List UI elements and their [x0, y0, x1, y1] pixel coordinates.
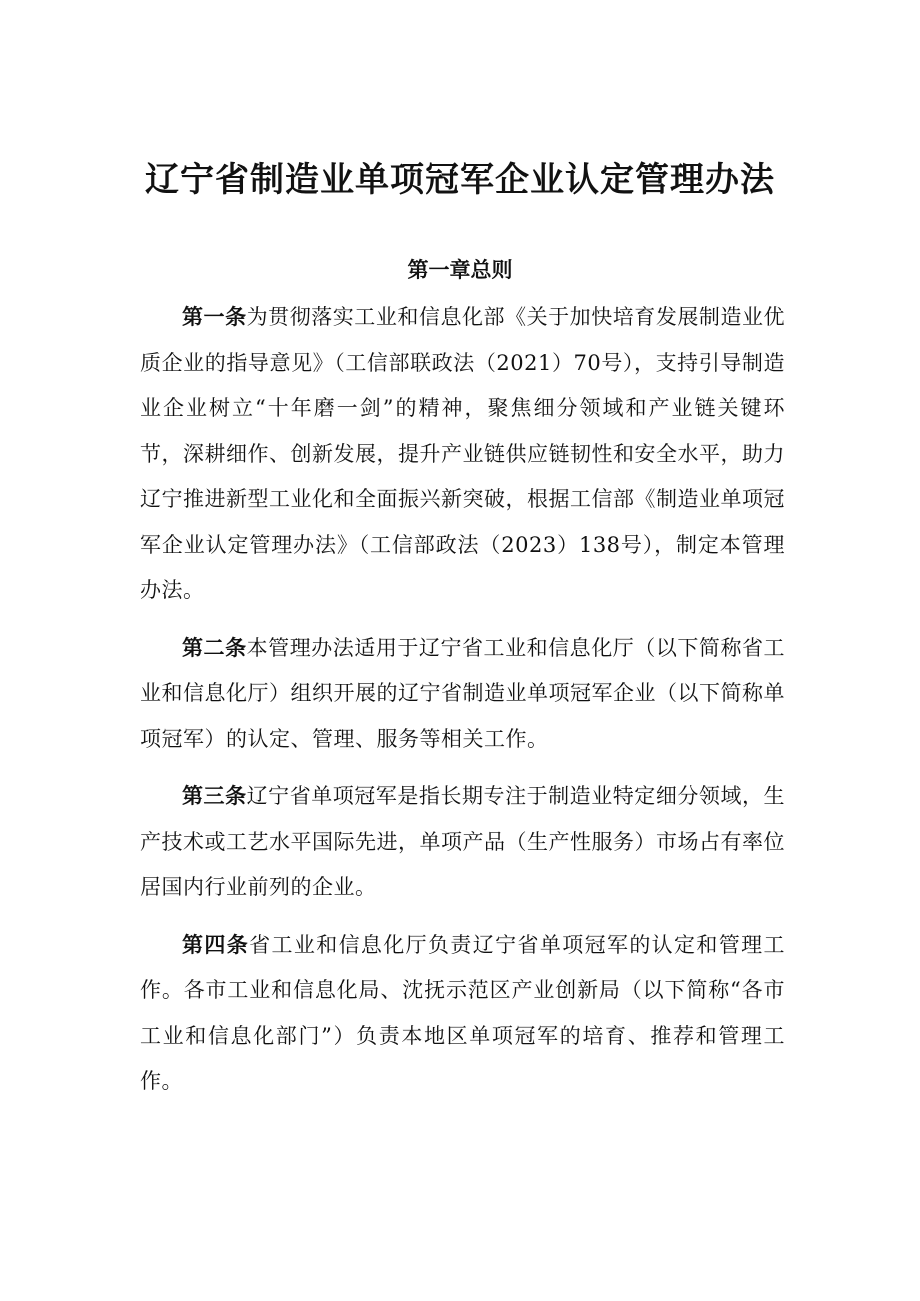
article-number: 第四条: [182, 932, 250, 957]
chapter-heading: 第一章总则: [407, 258, 513, 282]
article-number: 第三条: [182, 784, 247, 808]
article-text: 辽宁省单项冠军是指长期专注于制造业特定细分领域，生产技术或工艺水平国际先进，单项产品（生产性服务）市场占有率位居国内行业前列的企业。: [140, 784, 786, 899]
article-2: [140, 626, 785, 763]
article-3: [140, 774, 785, 911]
article-text: 本管理办法适用于辽宁省工业和信息化厅（以下简称省工业和信息化厅）组织开展的辽宁省制造业单项冠军企业（以下简称单项冠军）的认定、管理、服务等相关工作。: [140, 635, 786, 751]
document-body: [140, 295, 785, 1117]
article-number: 第二条: [182, 635, 247, 660]
document-title: 辽宁省制造业单项冠军企业认定管理办法: [145, 160, 775, 200]
article-4: [140, 923, 785, 1105]
article-text: 为贯彻落实工业和信息化部《关于加快培育发展制造业优质企业的指导意见》（工信部联政法（2021）70号），支持引导制造业企业树立“十年磨一剑”的精神，聚焦细分领域和产业链关键环节，深耕细作、创新发展，提升产业链供应链韧性和安全水平，助力辽宁推进新型工业化和全面振兴新突破，根据工信部《制造业单项冠军企业认定管理办法》（工信部政法（2023）138号），制定本管理办法。: [140, 305, 786, 602]
article-1: [140, 295, 785, 614]
article-text: 省工业和信息化厅负责辽宁省单项冠军的认定和管理工作。各市工业和信息化局、沈抚示范区产业创新局（以下简称“各市工业和信息化部门”）负责本地区单项冠军的培育、推荐和管理工作。: [140, 932, 786, 1093]
article-number: 第一条: [182, 305, 247, 329]
